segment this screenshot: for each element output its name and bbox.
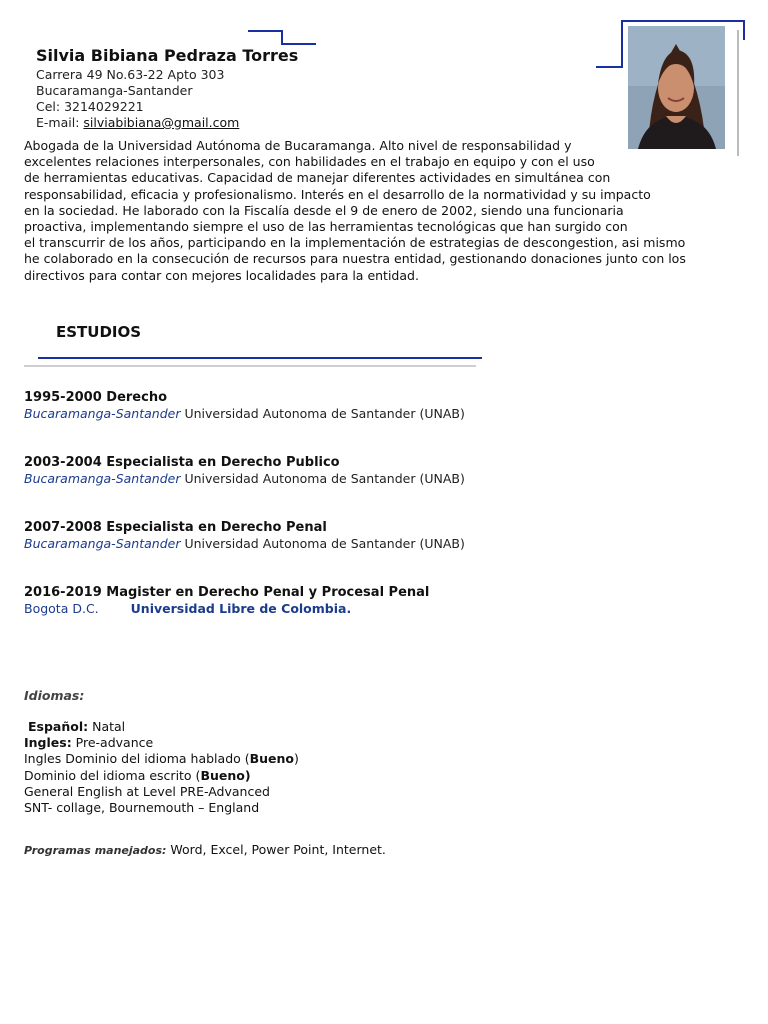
email-label: E-mail: xyxy=(36,115,84,130)
english-general: General English at Level PRE-Advanced xyxy=(24,783,270,799)
contact-block xyxy=(36,67,239,131)
written-prefix: Dominio del idioma escrito ( xyxy=(24,767,201,783)
study-place: Bucaramanga-Santander xyxy=(24,536,181,551)
photo-frame-gray-line xyxy=(737,30,739,156)
study-item xyxy=(24,390,465,422)
study-title: 2007-2008 Especialista en Derecho Penal xyxy=(24,520,327,535)
programs-row xyxy=(24,842,386,857)
photo-frame-line-right xyxy=(743,20,745,40)
language-english xyxy=(24,735,299,751)
programs-label: Programas manejados: xyxy=(24,844,167,857)
study-item xyxy=(24,455,465,487)
studies-underline xyxy=(38,357,482,359)
summary-line: Abogada de la Universidad Autónoma de Bucaramanga. Alto nivel de responsabilidad y xyxy=(24,138,572,153)
photo-frame-line-top xyxy=(621,20,745,22)
study-place: Bucaramanga-Santander xyxy=(24,406,181,421)
summary-line: directivos para contar con mejores localidades para la entidad. xyxy=(24,267,419,283)
studies-underline-gray xyxy=(24,365,476,367)
study-place: Bucaramanga-Santander xyxy=(24,471,181,486)
spanish-label: Español: xyxy=(27,719,89,734)
profile-photo xyxy=(628,26,725,149)
summary-line: proactiva, implementando siempre el uso de las herramientas tecnológicas que han surgido con xyxy=(24,219,628,235)
profile-summary xyxy=(24,138,714,284)
study-title: 1995-2000 Derecho xyxy=(24,390,168,405)
photo-frame-line-h xyxy=(596,66,622,68)
study-school: Universidad Autonoma de Santander (UNAB) xyxy=(184,536,465,551)
language-spanish xyxy=(24,719,299,735)
study-title: 2016-2019 Magister en Derecho Penal y Procesal Penal xyxy=(24,585,430,600)
spoken-prefix: Ingles Dominio del idioma hablado ( xyxy=(24,751,250,767)
candidate-name: Silvia Bibiana Pedraza Torres xyxy=(36,46,299,65)
header-line-step xyxy=(281,30,283,44)
email-link[interactable]: silviabibiana@gmail.com xyxy=(83,115,240,130)
programs-value: Word, Excel, Power Point, Internet. xyxy=(166,842,386,857)
summary-line: responsabilidad, eficacia y profesionalismo. Interés en el desarrollo de la normatividad y su impacto xyxy=(24,186,651,202)
summary-line: excelentes relaciones interpersonales, con habilidades en el trabajo en equipo y con el uso xyxy=(24,154,595,170)
written-level: Bueno) xyxy=(200,767,251,783)
spoken-level: Bueno xyxy=(249,751,295,767)
study-school: Universidad Autonoma de Santander (UNAB) xyxy=(184,471,465,486)
studies-title: ESTUDIOS xyxy=(56,323,142,341)
study-school: Universidad Libre de Colombia. xyxy=(130,601,352,616)
summary-line: en la sociedad. He laborado con la Fiscalía desde el 9 de enero de 2002, siendo una funcionaria xyxy=(24,202,624,218)
header-line-left xyxy=(248,30,282,32)
spanish-value: Natal xyxy=(88,719,126,734)
english-value: Pre-advance xyxy=(71,735,154,751)
languages-title: Idiomas: xyxy=(24,688,85,703)
summary-line: el transcurrir de los años, participando en la implementación de estrategias de descongestion, asi mismo xyxy=(24,235,686,251)
city: Bucaramanga-Santander xyxy=(36,83,193,98)
english-spoken xyxy=(24,751,299,767)
email-row xyxy=(36,115,239,131)
study-place: Bogota D.C. xyxy=(24,601,99,616)
study-item xyxy=(24,585,429,617)
summary-line: de herramientas educativas. Capacidad de manejar diferentes actividades en simultánea con xyxy=(24,170,611,186)
summary-line: he colaborado en la consecución de recursos para nuestra entidad, gestionando donaciones junto con los xyxy=(24,251,686,267)
phone: Cel: 3214029221 xyxy=(36,99,144,114)
photo-frame-line-v xyxy=(621,20,623,68)
study-school: Universidad Autonoma de Santander (UNAB) xyxy=(184,406,465,421)
study-title: 2003-2004 Especialista en Derecho Publico xyxy=(24,455,340,470)
english-written xyxy=(24,768,299,784)
study-item xyxy=(24,520,465,552)
english-label: Ingles: xyxy=(24,735,72,751)
english-school: SNT- collage, Bournemouth – England xyxy=(24,800,260,816)
address: Carrera 49 No.63-22 Apto 303 xyxy=(36,67,225,82)
languages-block xyxy=(24,719,299,816)
spoken-suffix: ) xyxy=(294,751,299,767)
header-line-right xyxy=(281,43,316,45)
